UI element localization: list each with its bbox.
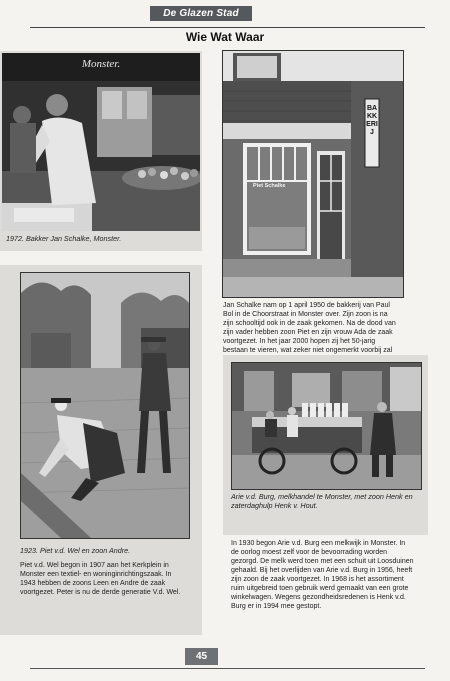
photo-milk-cart [231,362,422,490]
photo-bakery-interior [2,53,200,231]
photo-street-father-son [20,272,190,539]
text-line: Burg er in 1994 mee gestopt. [231,603,322,610]
text-line: de oorlog moest zelf voor de bevoorrading worden [231,549,388,556]
text-line: ruim uitgebreid toen gebruik werd gemaakt van een grote [231,585,409,592]
text-line: voortgezet. In het jaar 2000 hopen zij het 50-jarig [223,338,376,345]
photo-caption: 1923. Piet v.d. Wel en zoon Andre. [20,546,131,555]
text-line: zijn zoon de zaak voortgezet. In 1968 is het assortiment [231,576,404,583]
right-bottom-panel [223,355,428,535]
text-line: gehaald. Bij het overlijden van Arie v.d. Burg in 1956, heeft [231,567,413,574]
text-line: Piet v.d. Wel begon in 1907 aan het Kerkplein in [20,562,169,569]
footer-rule [30,668,425,669]
text-line: Monster een textiel- en woninginrichtingszaak. In [20,571,172,578]
milk-caption [231,492,413,510]
page-title: Wie Wat Waar [185,30,265,44]
left-bottom-panel [0,265,202,635]
milk-text-block [231,539,427,611]
shop-sign: BAKKERIJ [366,105,378,136]
textile-text-block [20,561,202,597]
text-line: Bol in de Choorstraat in Monster over. Zijn zoon is na [223,311,388,318]
caption-line: Arie v.d. Burg, melkhandel te Monster, met zoon Henk en [231,492,413,501]
text-line: Jan Schalke nam op 1 april 1950 de bakkerij van Paul [223,302,390,309]
text-line: voortgezet. Peter is nu de derde generatie V.d. Wel. [20,589,181,596]
photo-heading: Monster. [81,58,121,70]
masthead-label: De Glazen Stad [150,6,252,21]
text-line: bestaan te vieren, wat zeker niet ongemerkt voorbij zal [223,347,393,354]
left-top-panel [0,51,202,251]
header-rule [30,27,425,28]
text-line: gezorgd. De melk werd toen met een schuit uit Loosduinen [231,558,414,565]
text-line: zijn vader hebben zoon Piet en zijn vrouw Ada de zaak [223,329,393,336]
text-line: winkelwagen. Wegens gezondheidsredenen is Henk v.d. [231,594,406,601]
text-line: In 1930 begon Arie v.d. Burg een melkwijk in Monster. In [231,540,406,547]
shop-window-text: Piet Schalke [253,183,286,189]
caption-line: zaterdaghulp Henk v. Hout. [231,501,318,510]
text-line: 1943 hebben de zoons Leen en Andre de zaak [20,580,166,587]
text-line: zijn schooltijd ook in de zaak gekomen. Na de dood van [223,320,396,327]
page-number: 45 [185,648,218,665]
photo-bakery-shopfront [222,50,404,298]
photo-caption: 1972. Bakker Jan Schalke, Monster. [6,234,122,243]
